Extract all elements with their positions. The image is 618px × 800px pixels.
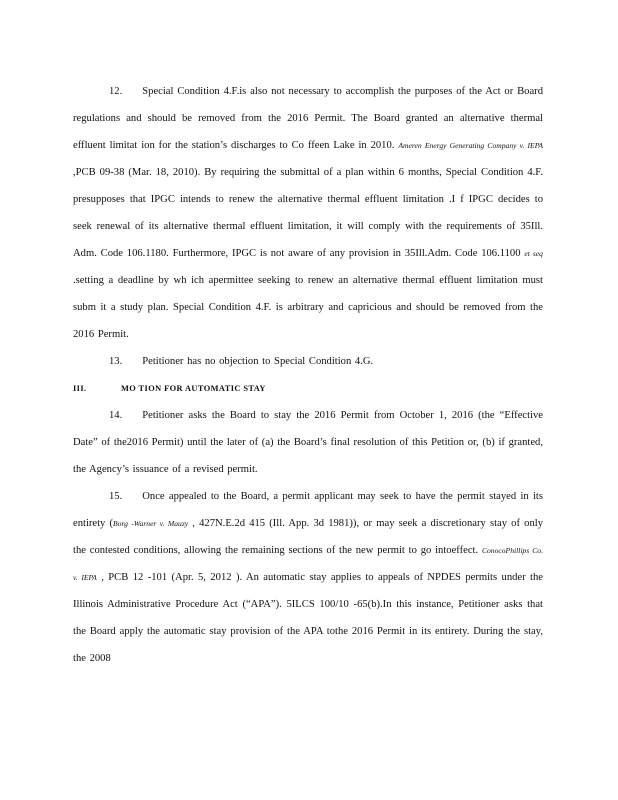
section-heading <box>73 375 543 402</box>
paragraph-number: 14. <box>109 410 123 421</box>
document-body <box>73 78 543 672</box>
case-citation: Ameren Energy Generating Company v. IEPA <box>398 141 543 150</box>
paragraph-text: , 427N.E.2d 415 (Ill. App. 3d 1981)), or may seek a discretionary stay of only the contested conditions, allowing the remaining sections of the new permit to go intoeffect. <box>73 518 543 556</box>
section-number: III. <box>73 384 87 393</box>
paragraph-text: Petitioner has no objection to Special Condition 4.G. <box>142 356 374 367</box>
latin-citation: et seq <box>524 249 543 258</box>
paragraph-text: .setting a deadline by wh ich apermittee seeking to renew an alternative thermal effluent limitation must subm it a study plan. Special Condition 4.F. is arbitrary and capricious and should be removed from the 2016 Permit. <box>73 275 543 340</box>
paragraph-text: ,PCB 09-38 (Mar. 18, 2010). By requiring the submittal of a plan within 6 months, Special Condition 4.F. presupposes that IPGC intends to renew the alternative thermal effluent limitation .I f IPGC decides to seek renewal of its alternative thermal effluent limitation, it will comply with the requirements of 35Ill. Adm. Code 106.1180. Furthermore, IPGC is not aware of any provision in 35Ill.Adm. Code 106.1100 <box>73 167 543 259</box>
paragraph-15 <box>73 483 543 672</box>
case-citation: Borg -Warner v. Mauzy <box>113 519 189 528</box>
paragraph-text: , PCB 12 -101 (Apr. 5, 2012 ). An automatic stay applies to appeals of NPDES permits under the Illinois Administrative Procedure Act (“APA”). 5ILCS 100/10 -65(b).In this instance, Petitioner asks that the Board apply the automatic stay provision of the APA tothe 2016 Permit in its entirety. During the stay, the 2008 <box>73 572 543 664</box>
paragraph-number: 15. <box>109 491 123 502</box>
paragraph-text: Petitioner asks the Board to stay the 2016 Permit from October 1, 2016 (the “Effective Date” of the2016 Permit) until the later of (a) the Board’s final resolution of this Petition or, (b) if granted, the Agency’s issuance of a revised permit. <box>73 410 543 475</box>
paragraph-12 <box>73 78 543 348</box>
case-citation: ConocoPhillips Co. v. IEPA <box>73 546 543 582</box>
section-title: MO TION FOR AUTOMATIC STAY <box>121 384 266 393</box>
paragraph-text: Special Condition 4.F.is also not necessary to accomplish the purposes of the Act or Board regulations and should be removed from the 2016 Permit. The Board granted an alternative thermal effluent limitat ion for the station’s discharges to Co ffeen Lake in 2010. <box>73 86 543 151</box>
paragraph-14 <box>73 402 543 483</box>
paragraph-number: 12. <box>109 86 123 97</box>
paragraph-text: Once appealed to the Board, a permit applicant may seek to have the permit stayed in its entirety ( <box>73 491 543 529</box>
paragraph-number: 13. <box>109 356 123 367</box>
paragraph-13 <box>73 348 543 375</box>
